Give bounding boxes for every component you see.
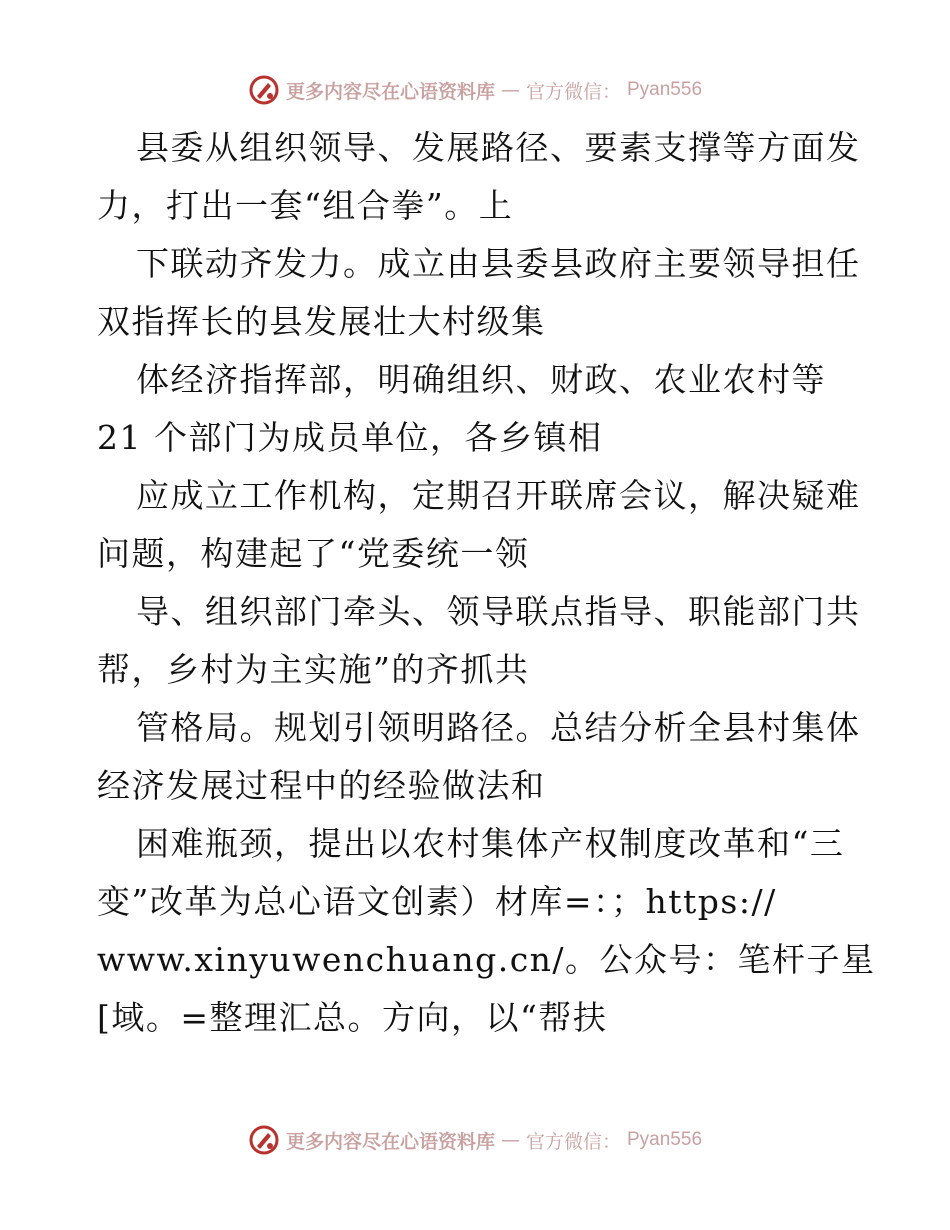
paragraph-line: 力，打出一套“组合拳”。上 — [97, 186, 514, 225]
banner-contact-label: 官方微信： — [525, 80, 621, 103]
paragraph-line: www.xinyuwenchuang.cn/。公众号：笔杆子星 — [97, 940, 876, 979]
banner-contact-label: 官方微信： — [525, 1130, 621, 1153]
banner-account-id: Pyan556 — [627, 1129, 703, 1150]
header-watermark-banner — [0, 70, 950, 110]
paragraph-line: [域。=整理汇总。方向，以“帮扶 — [97, 998, 608, 1037]
paragraph-line: 管格局。规划引领明路径。总结分析全县村集体 — [136, 708, 861, 747]
paragraph-line: 双指挥长的县发展壮大村级集 — [97, 302, 546, 341]
banner-site-text: 更多内容尽在心语资料库 — [285, 80, 495, 103]
banner-separator: — — [500, 1129, 520, 1151]
banner-account-id: Pyan556 — [627, 79, 703, 100]
paragraph-line: 21 个部门为成员单位，各乡镇相 — [97, 418, 603, 457]
paragraph-line: 帮，乡村为主实施”的齐抓共 — [97, 650, 530, 689]
banner-separator: — — [500, 79, 520, 101]
banner-site-text: 更多内容尽在心语资料库 — [285, 1130, 495, 1153]
paragraph-line: 应成立工作机构，定期召开联席会议，解决疑难 — [136, 476, 861, 515]
paragraph-line: 困难瓶颈，提出以农村集体产权制度改革和“三 — [136, 824, 845, 863]
footer-watermark-banner — [0, 1120, 950, 1160]
paragraph-line: 体经济指挥部，明确组织、财政、农业农村等 — [136, 360, 826, 399]
paragraph-line: 变”改革为总心语文创素）材库=：；https:// — [97, 882, 777, 921]
brand-logo-icon — [248, 74, 280, 106]
paragraph-line: 下联动齐发力。成立由县委县政府主要领导担任 — [136, 244, 861, 283]
paragraph-line: 导、组织部门牵头、领导联点指导、职能部门共 — [136, 592, 861, 631]
paragraph-line: 县委从组织领导、发展路径、要素支撑等方面发 — [136, 128, 861, 167]
paragraph-line: 问题，构建起了“党委统一领 — [97, 534, 530, 573]
brand-logo-icon — [248, 1124, 280, 1156]
paragraph-line: 经济发展过程中的经验做法和 — [97, 766, 546, 805]
